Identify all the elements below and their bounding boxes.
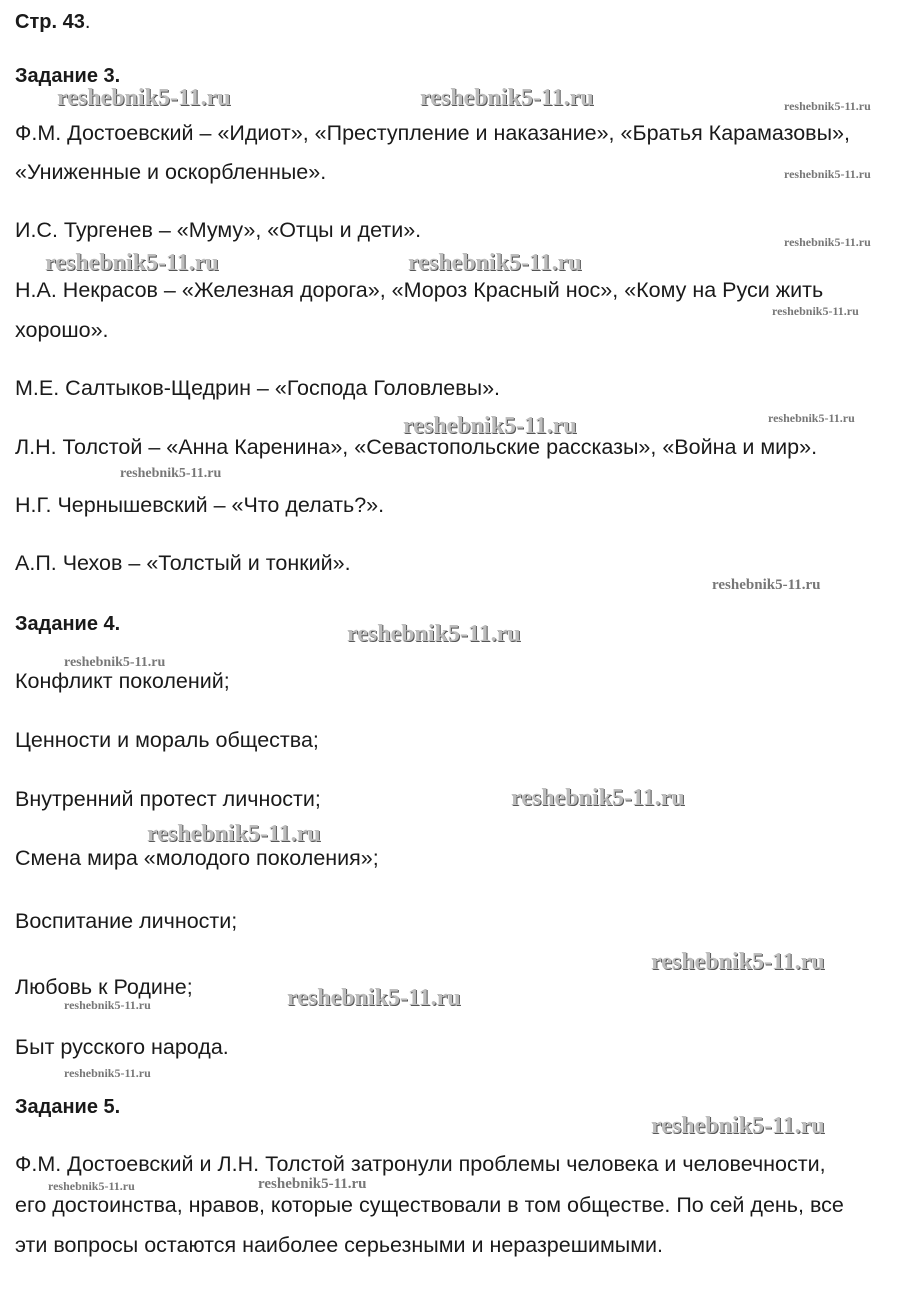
watermark: reshebnik5-11.ru xyxy=(651,1113,825,1139)
task4-line-1: Конфликт поколений; xyxy=(15,669,230,693)
task5-title: Задание 5. xyxy=(15,1096,121,1118)
watermark: reshebnik5-11.ru xyxy=(45,250,219,276)
watermark: reshebnik5-11.ru xyxy=(64,655,166,670)
watermark: reshebnik5-11.ru xyxy=(420,85,594,111)
watermark: reshebnik5-11.ru xyxy=(408,250,582,276)
watermark: reshebnik5-11.ru xyxy=(48,1179,135,1193)
watermark: reshebnik5-11.ru xyxy=(57,85,231,111)
watermark: reshebnik5-11.ru xyxy=(784,235,871,249)
task4-line-2: Ценности и мораль общества; xyxy=(15,728,319,752)
task4-line-7: Быт русского народа. xyxy=(15,1035,229,1059)
watermark: reshebnik5-11.ru xyxy=(258,1176,367,1192)
watermark: reshebnik5-11.ru xyxy=(712,577,821,593)
task4-line-6: Любовь к Родине; xyxy=(15,975,193,999)
task3-line-3: И.С. Тургенев – «Муму», «Отцы и дети». xyxy=(15,218,422,242)
task3-line-8: Н.Г. Чернышевский – «Что делать?». xyxy=(15,493,385,517)
task4-line-4: Смена мира «молодого поколения»; xyxy=(15,846,379,870)
task4-title: Задание 4. xyxy=(15,613,121,635)
watermark: reshebnik5-11.ru xyxy=(347,621,521,647)
watermark: reshebnik5-11.ru xyxy=(784,167,871,181)
task3-line-5: хорошо». xyxy=(15,318,109,342)
task3-line-7: Л.Н. Толстой – «Анна Каренина», «Севастопольские рассказы», «Война и мир». xyxy=(15,435,818,459)
watermark: reshebnik5-11.ru xyxy=(120,466,222,481)
task3-line-6: М.Е. Салтыков-Щедрин – «Господа Головлевы». xyxy=(15,376,500,400)
task5-line-1: Ф.М. Достоевский и Л.Н. Толстой затронули проблемы человека и человечности, xyxy=(15,1152,826,1176)
task3-line-4: Н.А. Некрасов – «Железная дорога», «Мороз Красный нос», «Кому на Руси жить xyxy=(15,278,824,302)
page-number-suffix: . xyxy=(84,11,91,33)
page-header xyxy=(15,10,90,34)
task3-line-1: Ф.М. Достоевский – «Идиот», «Преступление и наказание», «Братья Карамазовы», xyxy=(15,121,850,145)
watermark: reshebnik5-11.ru xyxy=(64,1066,151,1080)
task5-line-2: его достоинства, нравов, которые существовали в том обществе. По сей день, все xyxy=(15,1193,844,1217)
watermark: reshebnik5-11.ru xyxy=(651,949,825,975)
task5-line-3: эти вопросы остаются наиболее серьезными и неразрешимыми. xyxy=(15,1233,663,1257)
watermark: reshebnik5-11.ru xyxy=(403,413,577,439)
task3-title: Задание 3. xyxy=(15,65,121,87)
page-number: Стр. 43 xyxy=(15,11,85,33)
watermark: reshebnik5-11.ru xyxy=(772,304,859,318)
watermark: reshebnik5-11.ru xyxy=(511,785,685,811)
task3-line-2: «Униженные и оскорбленные». xyxy=(15,160,327,184)
task3-line-9: А.П. Чехов – «Толстый и тонкий». xyxy=(15,551,351,575)
task4-line-3: Внутренний протест личности; xyxy=(15,787,321,811)
watermark: reshebnik5-11.ru xyxy=(768,411,855,425)
watermark: reshebnik5-11.ru xyxy=(64,998,151,1012)
task4-line-5: Воспитание личности; xyxy=(15,909,238,933)
watermark: reshebnik5-11.ru xyxy=(784,99,871,113)
watermark: reshebnik5-11.ru xyxy=(287,985,461,1011)
watermark: reshebnik5-11.ru xyxy=(147,821,321,847)
